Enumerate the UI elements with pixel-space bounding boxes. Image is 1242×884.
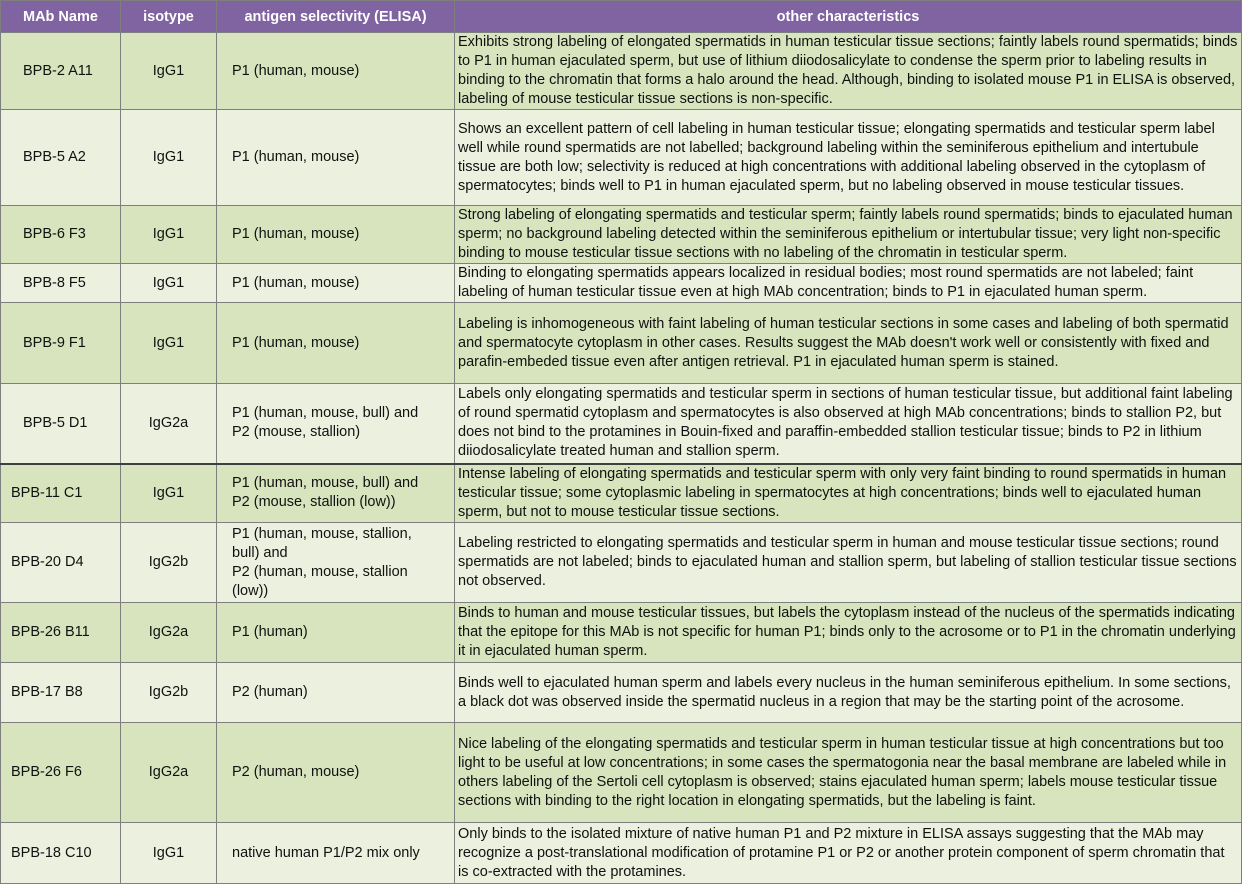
characteristics-cell: Strong labeling of elongating spermatids and testicular sperm; faintly labels round spermatids; binds to ejaculated human sperm; no background labeling detected within the seminiferous epithelium or intertubular tissue; very light non-specific binding to mouse testicular tissue sections with no labeling of the chromatin in testicular sperm. (455, 206, 1242, 264)
characteristics-cell: Only binds to the isolated mixture of native human P1 and P2 mixture in ELISA assays suggesting that the MAb may recognize a post-translational modification of protamine P1 or P2 or another protein component of sperm chromatin that is co-extracted with the protamines. (455, 823, 1242, 884)
selectivity-cell (217, 723, 455, 823)
isotype-cell: IgG1 (121, 264, 217, 303)
table-row (1, 33, 1242, 110)
header-other-characteristics: other characteristics (455, 1, 1242, 33)
mab-name-cell: BPB-2 A11 (1, 33, 121, 110)
selectivity-line: P2 (human) (232, 684, 308, 700)
characteristics-cell: Exhibits strong labeling of elongated spermatids in human testicular tissue sections; faintly labels round spermatids; binds to P1 in human ejaculated sperm, but use of lithium diiodosalicylate to condense the sperm prior to labeling results in binding to the chromatin that forms a halo around the head. Although, binding to isolated mouse P1 in ELISA is observed, labeling of mouse testicular tissue sections is non-specific. (455, 33, 1242, 110)
mab-name-cell: BPB-9 F1 (1, 303, 121, 384)
mab-name-cell: BPB-5 A2 (1, 110, 121, 206)
selectivity-line: P1 (human, mouse, stallion, (232, 525, 412, 542)
selectivity-cell (217, 384, 455, 464)
table-row (1, 206, 1242, 264)
selectivity-line: P1 (human, mouse) (232, 62, 360, 79)
characteristics-cell: Shows an excellent pattern of cell labeling in human testicular tissue; elongating spermatids and testicular sperm label well while round spermatids are not labelled; background labeling within the seminiferous epithelium and intertubule tissue are both low; selectivity is reduced at high concentrations with additional labeling observed in the cytoplasm of spermatocytes; binds well to P1 in human ejaculated sperm, but no labeling observed in mouse testicular tissues. (455, 110, 1242, 206)
table-row (1, 663, 1242, 723)
selectivity-cell (217, 523, 455, 603)
selectivity-cell (217, 206, 455, 264)
selectivity-cell (217, 663, 455, 723)
characteristics-cell: Labeling restricted to elongating spermatids and testicular sperm in human and mouse testicular tissue sections; round spermatids are not labeled; binds to ejaculated human and stallion sperm, but labeling of stallion testicular tissue sections not observed. (455, 523, 1242, 603)
table-row (1, 110, 1242, 206)
characteristics-cell: Binding to elongating spermatids appears localized in residual bodies; most round spermatids are not labeled; faint labeling of human testicular tissue even at high MAb concentration; binds to P1 in ejaculated human sperm. (455, 264, 1242, 303)
selectivity-cell (217, 464, 455, 523)
mab-name-cell: BPB-8 F5 (1, 264, 121, 303)
table-row (1, 264, 1242, 303)
isotype-cell: IgG1 (121, 464, 217, 523)
characteristics-cell: Intense labeling of elongating spermatids and testicular sperm with only very faint binding to round spermatids in human testicular tissue; some cytoplasmic labeling in spermatocytes at high concentrations; binds well to ejaculated human sperm, but not to mouse testicular tissue sections. (455, 464, 1242, 523)
table-row (1, 303, 1242, 384)
selectivity-line: (low)) (232, 582, 269, 599)
header-antigen-selectivity: antigen selectivity (ELISA) (217, 1, 455, 33)
isotype-cell: IgG1 (121, 33, 217, 110)
selectivity-cell (217, 110, 455, 206)
mab-name-cell: BPB-11 C1 (1, 464, 121, 523)
selectivity-cell (217, 33, 455, 110)
selectivity-line: P1 (human) (232, 624, 308, 640)
mab-name-cell: BPB-18 C10 (1, 823, 121, 884)
mab-name-cell: BPB-17 B8 (1, 663, 121, 723)
header-isotype: isotype (121, 1, 217, 33)
table-row (1, 523, 1242, 603)
selectivity-line: P1 (human, mouse) (232, 334, 360, 351)
table-row (1, 823, 1242, 884)
selectivity-line: bull) and (232, 544, 288, 561)
table-row (1, 723, 1242, 823)
selectivity-line: P1 (human, mouse) (232, 274, 360, 291)
isotype-cell: IgG1 (121, 823, 217, 884)
table-row (1, 464, 1242, 523)
selectivity-line: P2 (human, mouse, stallion (232, 563, 408, 580)
mab-name-cell: BPB-20 D4 (1, 523, 121, 603)
selectivity-cell (217, 264, 455, 303)
selectivity-cell (217, 303, 455, 384)
isotype-cell: IgG2b (121, 523, 217, 603)
selectivity-line: P2 (mouse, stallion) (232, 424, 361, 441)
selectivity-line: P2 (mouse, stallion (low)) (232, 494, 396, 511)
mab-name-cell: BPB-26 F6 (1, 723, 121, 823)
selectivity-line: P2 (human, mouse) (232, 764, 360, 780)
selectivity-cell (217, 603, 455, 663)
table-row (1, 603, 1242, 663)
characteristics-cell: Labels only elongating spermatids and testicular sperm in sections of human testicular tissue, but additional faint labeling of round spermatid cytoplasm and spermatocytes is also observed at high MAb concentrations; binds to stallion P2, but does not bind to the protamines in Bouin-fixed and paraffin-embedded stallion testicular tissue; binds to P2 in lithium diiodosalicylate treated human and stallion sperm. (455, 384, 1242, 464)
isotype-cell: IgG1 (121, 206, 217, 264)
selectivity-line: P1 (human, mouse, bull) and (232, 405, 419, 422)
isotype-cell: IgG1 (121, 303, 217, 384)
characteristics-cell: Nice labeling of the elongating spermatids and testicular sperm in human testicular tissue at high concentrations but too light to be useful at low concentrations; in some cases the spermatogonia near the basal membrane are labeled while in others labeling of the Sertoli cell cytoplasm is observed; stains ejaculated human sperm; labels mouse testicular tissue sections with binding to the right location in elongating spermatids, but the labeling is faint. (455, 723, 1242, 823)
characteristics-cell: Labeling is inhomogeneous with faint labeling of human testicular sections in some cases and labeling of both spermatid and spermatocyte cytoplasm in other cases. Results suggest the MAb doesn't work well or consistently with fixed and parafin-embeded tissue even after antigen retrieval. P1 in ejaculated human sperm is stained. (455, 303, 1242, 384)
isotype-cell: IgG2a (121, 723, 217, 823)
selectivity-line: P1 (human, mouse) (232, 149, 360, 165)
selectivity-cell (217, 823, 455, 884)
characteristics-cell: Binds well to ejaculated human sperm and labels every nucleus in the human seminiferous epithelium. In some sections, a black dot was observed inside the spermatid nucleus in a region that may be the starting point of the acrosome. (455, 663, 1242, 723)
isotype-cell: IgG2b (121, 663, 217, 723)
mab-name-cell: BPB-5 D1 (1, 384, 121, 464)
characteristics-cell: Binds to human and mouse testicular tissues, but labels the cytoplasm instead of the nucleus of the spermatids indicating that the epitope for this MAb is not specific for human P1; binds only to the acrosome or to P1 in the chromatin underlying it in ejaculated human sperm. (455, 603, 1242, 663)
header-row (1, 1, 1242, 33)
selectivity-line: P1 (human, mouse, bull) and (232, 475, 419, 492)
isotype-cell: IgG1 (121, 110, 217, 206)
selectivity-line: native human P1/P2 mix only (232, 844, 420, 861)
isotype-cell: IgG2a (121, 603, 217, 663)
isotype-cell: IgG2a (121, 384, 217, 464)
header-mab-name: MAb Name (1, 1, 121, 33)
selectivity-line: P1 (human, mouse) (232, 226, 360, 242)
mab-name-cell: BPB-26 B11 (1, 603, 121, 663)
table-row (1, 384, 1242, 464)
mab-name-cell: BPB-6 F3 (1, 206, 121, 264)
